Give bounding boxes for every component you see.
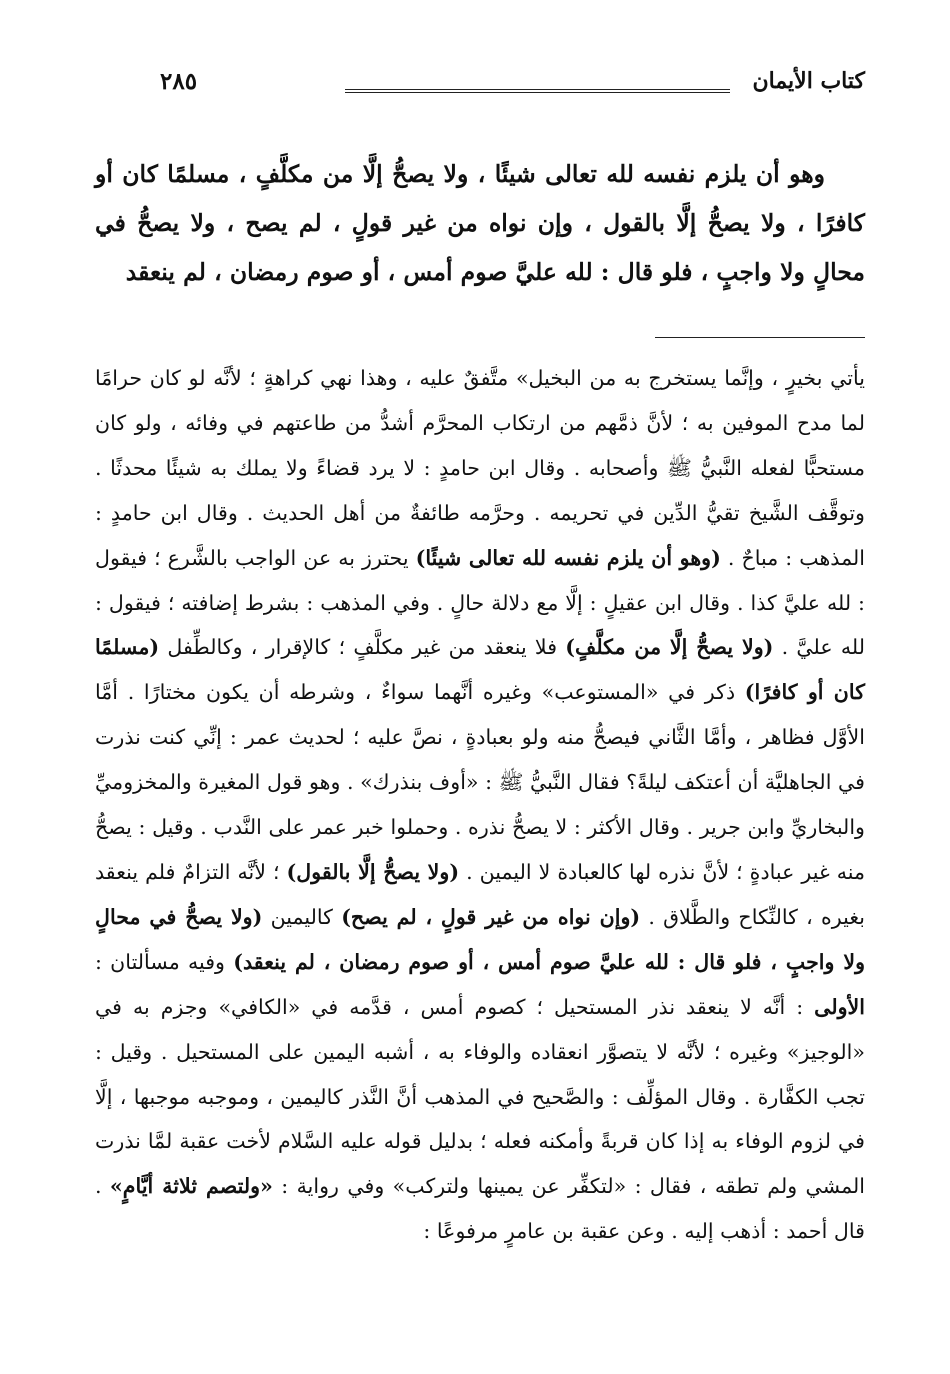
commentary-segment: ؛ لأنَّه التزامٌ فلم ينعقد بغيره ، كالنِّكاح والطَّلاق . <box>95 859 866 929</box>
page-header <box>160 60 865 110</box>
commentary-segment: وفيه مسألتان : <box>95 949 226 974</box>
matn-paragraph: وهو أن يلزم نفسه لله تعالى شيئًا ، ولا يصحُّ إلَّا من مكلَّفٍ ، مسلمًا كان أو كافرًا ، ولا يصحُّ إلَّا بالقول ، وإن نواه من غير قولٍ ، لم يصح ، ولا يصحُّ في محالٍ ولا واجبٍ ، فلو قال : لله عليَّ صوم أمس ، أو صوم رمضان ، لم ينعقد <box>95 160 865 286</box>
commentary-text <box>95 356 865 1254</box>
quoted-matn: (مسلمًا كان أو كافرًا) <box>95 635 866 705</box>
quoted-matn: (ولا يصحُّ إلَّا بالقول) <box>286 859 460 884</box>
commentary-segment: كاليمين <box>270 904 333 929</box>
quoted-matn: (ولا يصحُّ في محالٍ ولا واجبٍ ، فلو قال : لله عليَّ صوم أمس ، أو صوم رمضان ، لم ينعقد) <box>95 904 866 974</box>
quoted-matn: (ولا يصحُّ إلَّا من مكلَّفٍ) <box>565 635 774 660</box>
separator-rule <box>655 337 865 338</box>
quoted-matn: (وهو أن يلزم نفسه لله تعالى شيئًا) <box>415 545 721 570</box>
commentary-segment: فلا ينعقد من غير مكلَّفٍ ؛ كالإقرار ، وكالطِّفل <box>167 635 558 660</box>
commentary-segment: . قال أحمد : أذهب إليه . وعن عقبة بن عامرٍ مرفوعًا : <box>95 1174 865 1244</box>
commentary-segment: يأتي بخيرٍ ، وإنَّما يستخرج به من البخيل» متَّفقٌ عليه ، وهذا نهي كراهةٍ ؛ لأنَّه لو كان حرامًا لما مدح الموفين به ؛ لأنَّ ذمَّهم من ارتكاب المحرَّم أشدُّ من طاعتهم في وفائه ، ولو كان مستحبًّا لفعله النَّبيُّ ﷺ وأصحابه . وقال ابن حامدٍ : لا يرد قضاءً ولا يملك به شيئًا محدثًا . وتوقَّف الشَّيخ تقيُّ الدِّين في تحريمه . وحرَّمه طائفةٌ من أهل الحديث . وقال ابن حامدٍ : المذهب : مباحٌ . <box>95 366 866 570</box>
quoted-matn: (وإن نواه من غير قولٍ ، لم يصح) <box>341 904 641 929</box>
header-rule <box>345 89 730 93</box>
running-title: كتاب الأيمان <box>752 68 865 94</box>
commentary-segment: ذكر في «المستوعب» وغيره أنَّهما سواءٌ ، وشرطه أن يكون مختارًا . أمَّا الأوَّل فظاهر ، وأمَّا الثَّاني فيصحُّ منه ولو بعبادةٍ ، نصَّ عليه ؛ لحديث عمر : إنِّي كنت نذرت في الجاهليَّة أن أعتكف ليلةً؟ فقال النَّبيُّ ﷺ : «أوف بنذرك» . وهو قول المغيرة والمخزوميِّ والبخاريِّ وابن جرير . وقال الأكثر : لا يصحُّ نذره . وحملوا خبر عمر على النَّدب . وقيل : يصحُّ منه غير عبادةٍ ؛ لأنَّ نذره لها كالعبادة لا اليمين . <box>95 680 866 884</box>
page-number: ٢٨٥ <box>160 68 198 95</box>
commentary-segment: : أنَّه لا ينعقد نذر المستحيل ؛ كصوم أمس ، قدَّمه في «الكافي» وجزم به في «الوجيز» وغيره ؛ لأنَّه لا يتصوَّر انعقاده والوفاء به ، أشبه اليمين على المستحيل . وقيل : تجب الكفَّارة . وقال المؤلِّف : والصَّحيح في المذهب أنَّ النَّذر كاليمين ، وموجبه موجبها ، إلَّا في لزوم الوفاء به إذا كان قربةً وأمكنه فعله ؛ بدليل قوله عليه السَّلام لأخت عقبة لمَّا نذرت المشي ولم تطقه ، فقال : «لتكفِّر عن يمينها ولتركب» وفي رواية : <box>95 994 865 1199</box>
commentary-segment: يحترز به عن الواجب بالشَّرع ؛ فيقول : لله عليَّ كذا . وقال ابن عقيلٍ : إلَّا مع دلالة حالٍ . وفي المذهب : بشرط إضافته ؛ فيقول : لله عليَّ . <box>95 545 866 660</box>
commentary-paragraph <box>95 356 865 1254</box>
quoted-hadith: «ولتصم ثلاثة أيَّامٍ» <box>109 1174 273 1199</box>
issue-heading: الأولى <box>814 994 866 1019</box>
main-text <box>95 150 865 297</box>
